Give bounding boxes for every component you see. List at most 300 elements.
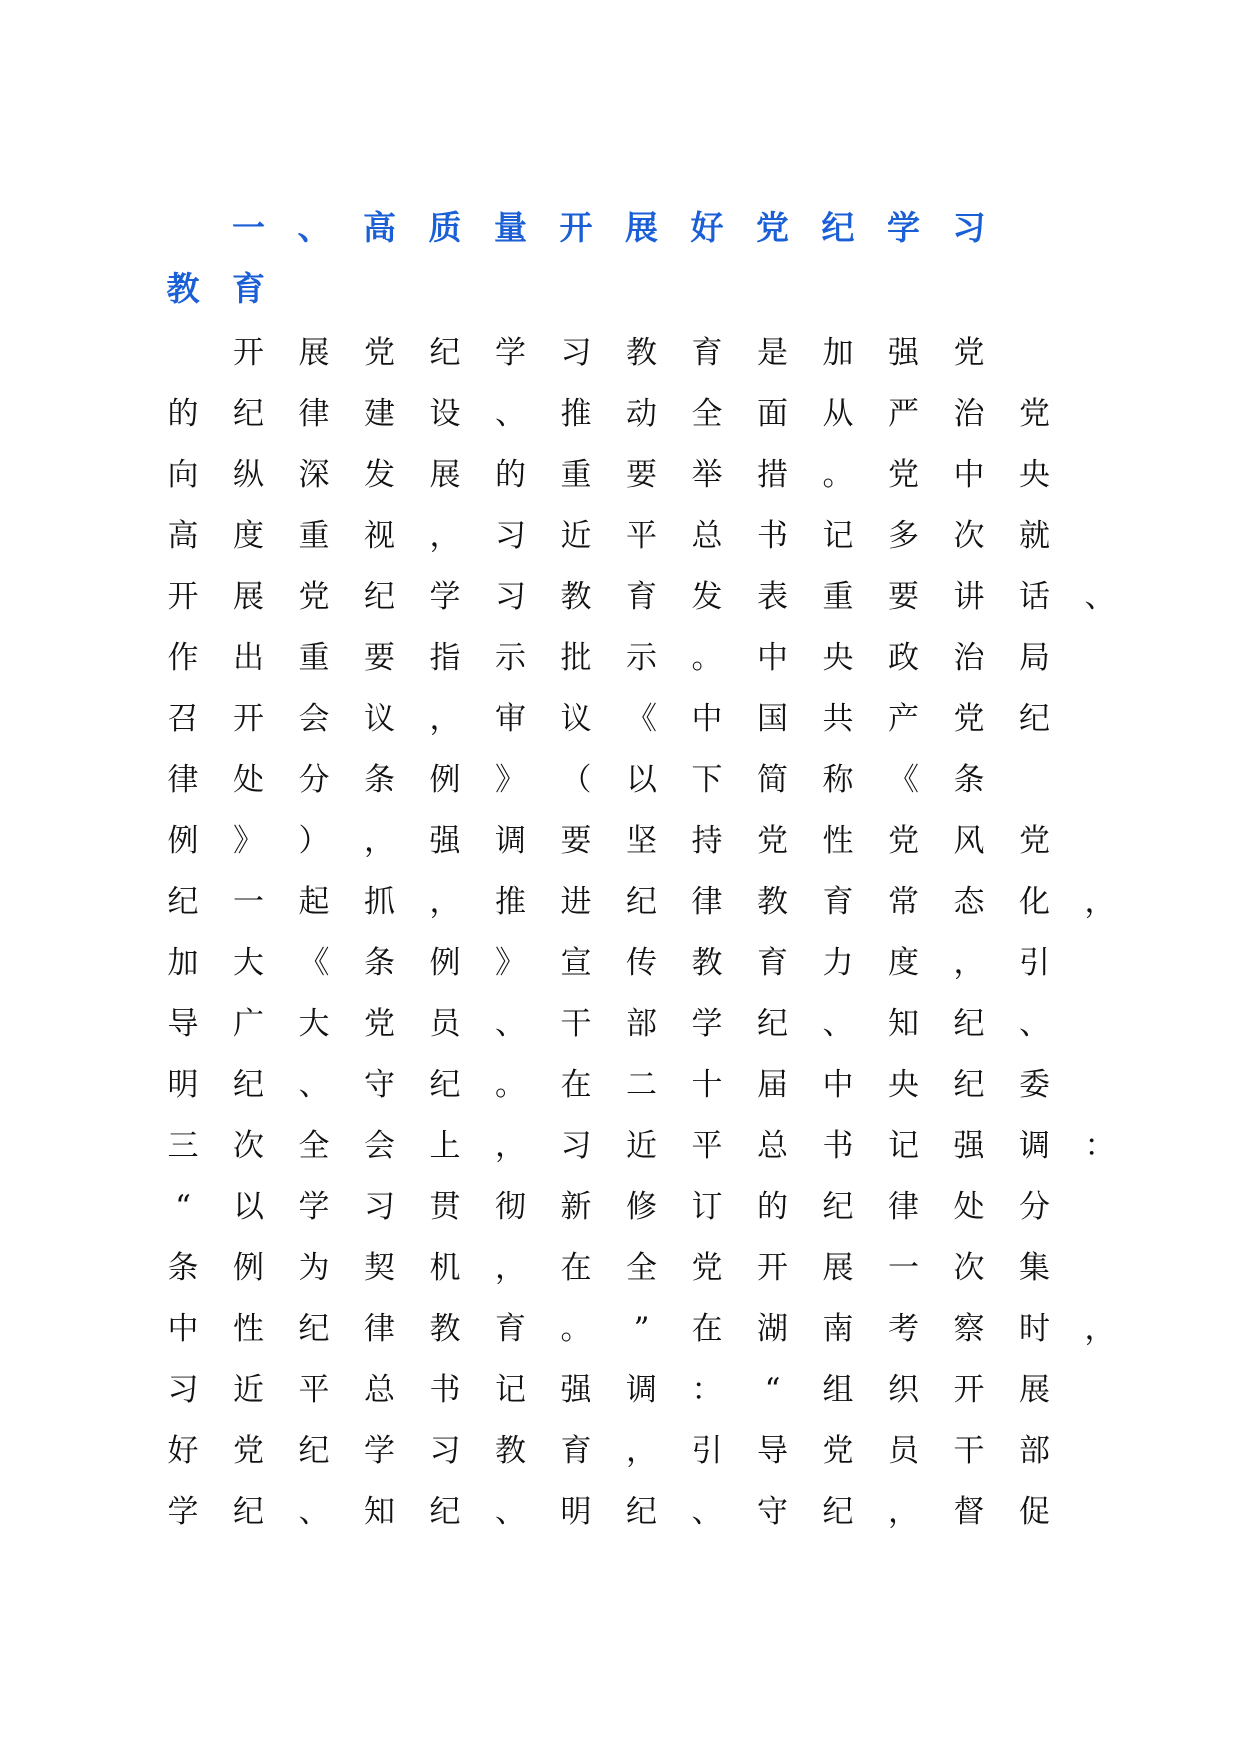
text-glyph: 度 (888, 945, 919, 981)
text-glyph: 、 (297, 208, 331, 247)
text-glyph: 平 (298, 1372, 330, 1408)
text-glyph: 总 (757, 1128, 788, 1164)
text-glyph: ， (888, 1494, 919, 1530)
text-glyph: 党 (953, 701, 985, 737)
text-glyph: 治 (953, 396, 985, 432)
text-glyph: 教 (429, 1311, 461, 1347)
text-glyph: 纪 (429, 335, 461, 371)
text-glyph: 讲 (953, 579, 985, 615)
text-glyph: ） (298, 823, 330, 859)
text-glyph: 是 (757, 335, 788, 371)
text-glyph: 教 (166, 269, 200, 308)
text-glyph: ， (429, 518, 461, 554)
text-glyph: 示 (626, 640, 657, 676)
text-glyph: 产 (888, 701, 919, 737)
text-glyph: 量 (494, 208, 527, 247)
text-glyph: 学 (429, 579, 461, 615)
text-glyph: 中 (953, 457, 985, 493)
text-glyph: 要 (626, 457, 657, 493)
text-glyph: 次 (953, 1250, 985, 1286)
text-glyph: 传 (626, 945, 657, 981)
text-glyph: 纪 (626, 1494, 657, 1530)
text-glyph: 度 (233, 518, 264, 554)
text-glyph: 强 (429, 823, 461, 859)
text-glyph: “ (764, 1372, 781, 1408)
text-glyph: 纪 (822, 1189, 854, 1225)
paragraph-line (168, 516, 1108, 577)
paragraph-line (168, 394, 1108, 455)
text-glyph: “ (175, 1189, 191, 1225)
text-glyph: 近 (626, 1128, 657, 1164)
text-glyph: 。 (495, 1067, 526, 1103)
text-glyph: 起 (298, 884, 330, 920)
text-glyph: 纪 (626, 884, 657, 920)
heading-line-1 (168, 208, 1108, 269)
text-glyph: 党 (822, 1433, 854, 1469)
text-glyph: 十 (691, 1067, 723, 1103)
text-glyph: 纪 (953, 1067, 985, 1103)
text-glyph: ， (495, 1128, 526, 1164)
text-glyph: 性 (233, 1311, 264, 1347)
text-glyph: 契 (364, 1250, 395, 1286)
text-glyph: 要 (888, 579, 919, 615)
text-glyph: 的 (757, 1189, 788, 1225)
text-glyph: 习 (167, 1372, 199, 1408)
paragraph-line (168, 821, 1108, 882)
text-glyph: 学 (691, 1006, 723, 1042)
text-glyph: 员 (888, 1433, 919, 1469)
text-glyph: 上 (429, 1128, 461, 1164)
text-glyph: 纪 (822, 1494, 854, 1530)
text-glyph: 好 (690, 208, 724, 247)
text-glyph: 学 (167, 1494, 199, 1530)
text-glyph: 党 (756, 208, 789, 247)
text-glyph: ， (626, 1433, 657, 1469)
text-glyph: 开 (953, 1372, 985, 1408)
text-glyph: 、 (495, 1494, 526, 1530)
text-glyph: ， (429, 884, 461, 920)
text-glyph: 例 (233, 1250, 264, 1286)
text-glyph: 教 (560, 579, 592, 615)
section-heading (168, 208, 1108, 330)
text-glyph: 推 (495, 884, 526, 920)
text-glyph: 深 (298, 457, 330, 493)
text-glyph: 明 (560, 1494, 592, 1530)
text-glyph: 建 (364, 396, 395, 432)
text-glyph: 发 (691, 579, 723, 615)
text-glyph: 展 (298, 335, 330, 371)
text-glyph: 湖 (757, 1311, 788, 1347)
text-glyph: 新 (560, 1189, 592, 1225)
text-glyph: 会 (364, 1128, 395, 1164)
text-glyph: 中 (691, 701, 723, 737)
text-glyph: 调 (495, 823, 526, 859)
text-glyph: 知 (364, 1494, 395, 1530)
text-glyph: 展 (1019, 1372, 1050, 1408)
text-glyph: 抓 (364, 884, 395, 920)
text-glyph: 机 (429, 1250, 461, 1286)
text-glyph: 设 (429, 396, 461, 432)
text-glyph: 政 (888, 640, 919, 676)
text-glyph: 条 (167, 1250, 199, 1286)
text-glyph: 党 (888, 823, 919, 859)
text-glyph: 总 (691, 518, 723, 554)
text-glyph: 一 (232, 208, 265, 247)
text-glyph: 开 (233, 335, 264, 371)
text-glyph: 近 (560, 518, 592, 554)
text-glyph: 教 (691, 945, 723, 981)
text-glyph: 要 (560, 823, 592, 859)
text-glyph: 育 (626, 579, 657, 615)
text-glyph: 二 (626, 1067, 657, 1103)
text-glyph: 学 (887, 208, 920, 247)
text-glyph: 次 (953, 518, 985, 554)
text-glyph: 的 (495, 457, 526, 493)
text-glyph: 推 (560, 396, 592, 432)
text-glyph: 党 (364, 1006, 395, 1042)
text-glyph: 展 (822, 1250, 854, 1286)
text-glyph: 中 (757, 640, 788, 676)
text-glyph: 强 (953, 1128, 985, 1164)
text-glyph: 习 (495, 579, 526, 615)
text-glyph: 坚 (626, 823, 657, 859)
text-glyph: 《 (626, 701, 657, 737)
text-glyph: 》 (495, 762, 526, 798)
text-glyph: 、 (691, 1494, 723, 1530)
paragraph-line (167, 577, 1116, 638)
text-glyph: 严 (888, 396, 919, 432)
text-glyph: 《 (298, 945, 330, 981)
text-glyph: 党 (691, 1250, 723, 1286)
text-glyph: 育 (757, 945, 788, 981)
text-glyph: 表 (757, 579, 788, 615)
text-glyph: 习 (560, 1128, 592, 1164)
paragraph-line (167, 1126, 1116, 1187)
text-glyph: 为 (298, 1250, 330, 1286)
paragraph-line (168, 455, 1108, 516)
text-glyph: 作 (167, 640, 199, 676)
text-glyph: 纪 (233, 1494, 264, 1530)
text-glyph: 话 (1019, 579, 1050, 615)
text-glyph: 习 (364, 1189, 395, 1225)
text-glyph: 纪 (233, 396, 264, 432)
paragraph-line (168, 638, 1108, 699)
body-paragraph (167, 333, 1116, 1553)
text-glyph: 纪 (429, 1067, 461, 1103)
paragraph-line (168, 1431, 1108, 1492)
text-glyph: 、 (1019, 1006, 1050, 1042)
text-glyph: 局 (1019, 640, 1050, 676)
text-glyph: 部 (1019, 1433, 1050, 1469)
text-glyph: 风 (953, 823, 985, 859)
text-glyph: 进 (560, 884, 592, 920)
text-glyph: 指 (429, 640, 461, 676)
text-glyph: 纪 (167, 884, 199, 920)
text-glyph: 南 (822, 1311, 854, 1347)
text-glyph: 导 (757, 1433, 788, 1469)
text-glyph: 全 (691, 396, 723, 432)
text-glyph: 督 (953, 1494, 985, 1530)
text-glyph: 例 (429, 945, 461, 981)
text-glyph: 考 (888, 1311, 919, 1347)
text-glyph: 条 (953, 762, 985, 798)
text-glyph: 央 (822, 640, 854, 676)
text-glyph: 化 (1019, 884, 1050, 920)
text-glyph: 教 (757, 884, 788, 920)
text-glyph: 议 (560, 701, 592, 737)
text-glyph: ， (1084, 884, 1116, 920)
text-glyph: 记 (822, 518, 854, 554)
text-glyph: 律 (364, 1311, 395, 1347)
text-glyph: 、 (298, 1067, 330, 1103)
text-glyph: 央 (1019, 457, 1050, 493)
text-glyph: 彻 (495, 1189, 526, 1225)
text-glyph: 要 (364, 640, 395, 676)
text-glyph: 出 (233, 640, 264, 676)
heading-line-2 (168, 269, 1108, 330)
text-glyph: 措 (757, 457, 788, 493)
paragraph-line (168, 943, 1108, 1004)
text-glyph: ， (1084, 1311, 1116, 1347)
text-glyph: ： (1084, 1128, 1116, 1164)
text-glyph: 党 (1019, 823, 1050, 859)
text-glyph: 分 (1019, 1189, 1050, 1225)
text-glyph: 加 (167, 945, 199, 981)
text-glyph: 在 (560, 1250, 592, 1286)
text-glyph: 称 (822, 762, 854, 798)
text-glyph: 力 (822, 945, 854, 981)
paragraph-line (168, 1065, 1108, 1126)
text-glyph: 《 (888, 762, 919, 798)
text-glyph: 部 (626, 1006, 657, 1042)
text-glyph: 律 (888, 1189, 919, 1225)
text-glyph: 展 (429, 457, 461, 493)
text-glyph: 党 (1019, 396, 1050, 432)
text-glyph: 教 (626, 335, 657, 371)
text-glyph: 、 (495, 396, 526, 432)
text-glyph: 习 (952, 208, 986, 247)
text-glyph: 例 (429, 762, 461, 798)
text-glyph: 审 (495, 701, 526, 737)
text-glyph: 面 (757, 396, 788, 432)
text-glyph: 简 (757, 762, 788, 798)
text-glyph: 引 (691, 1433, 723, 1469)
text-glyph: 大 (298, 1006, 330, 1042)
text-glyph: 中 (822, 1067, 854, 1103)
text-glyph: 习 (560, 335, 592, 371)
text-glyph: 三 (167, 1128, 199, 1164)
text-glyph: 、 (1084, 579, 1116, 615)
text-glyph: ， (429, 701, 461, 737)
text-glyph: 纪 (233, 1067, 264, 1103)
text-glyph: 纪 (429, 1494, 461, 1530)
text-glyph: 近 (233, 1372, 264, 1408)
text-glyph: 促 (1019, 1494, 1050, 1530)
text-glyph: 纵 (233, 457, 264, 493)
text-glyph: 的 (167, 396, 199, 432)
text-glyph: 就 (1019, 518, 1050, 554)
text-glyph: 一 (888, 1250, 919, 1286)
text-glyph: 以 (626, 762, 657, 798)
text-glyph: 纪 (298, 1311, 330, 1347)
text-glyph: 从 (822, 396, 854, 432)
text-glyph: 委 (1019, 1067, 1050, 1103)
text-glyph: 央 (888, 1067, 919, 1103)
text-glyph: 修 (626, 1189, 657, 1225)
text-glyph: 员 (429, 1006, 461, 1042)
text-glyph: 条 (364, 945, 395, 981)
text-glyph: 学 (298, 1189, 330, 1225)
text-glyph: ， (495, 1250, 526, 1286)
text-glyph: 干 (953, 1433, 985, 1469)
text-glyph: 条 (364, 762, 395, 798)
text-glyph: 守 (757, 1494, 788, 1530)
text-glyph: 党 (888, 457, 919, 493)
text-glyph: 次 (233, 1128, 264, 1164)
paragraph-line (168, 1248, 1108, 1309)
text-glyph: 全 (626, 1250, 657, 1286)
text-glyph: 纪 (1019, 701, 1050, 737)
text-glyph: 党 (757, 823, 788, 859)
paragraph-line (168, 1492, 1108, 1553)
text-glyph: 以 (233, 1189, 264, 1225)
text-glyph: 召 (167, 701, 199, 737)
text-glyph: 。 (560, 1311, 592, 1347)
text-glyph: 纪 (757, 1006, 788, 1042)
text-glyph: 视 (364, 518, 395, 554)
text-glyph: 调 (1019, 1128, 1050, 1164)
text-glyph: 高 (167, 518, 199, 554)
text-glyph: 、 (495, 1006, 526, 1042)
text-glyph: 展 (625, 208, 658, 247)
text-glyph: 质 (428, 208, 462, 247)
text-glyph: 处 (953, 1189, 985, 1225)
text-glyph: 纪 (364, 579, 395, 615)
text-glyph: ： (691, 1372, 723, 1408)
text-glyph: 重 (298, 640, 330, 676)
text-glyph: 律 (691, 884, 723, 920)
text-glyph: 好 (167, 1433, 199, 1469)
text-glyph: 育 (495, 1311, 526, 1347)
text-glyph: 持 (691, 823, 723, 859)
text-glyph: 调 (626, 1372, 657, 1408)
text-glyph: 下 (691, 762, 723, 798)
text-glyph: 》 (495, 945, 526, 981)
text-glyph: （ (560, 762, 592, 798)
paragraph-line (167, 882, 1116, 943)
text-glyph: 织 (888, 1372, 919, 1408)
text-glyph: 在 (691, 1311, 723, 1347)
text-glyph: 学 (495, 335, 526, 371)
text-glyph: 处 (233, 762, 264, 798)
paragraph-line (167, 1309, 1116, 1370)
text-glyph: 开 (559, 208, 593, 247)
text-glyph: 议 (364, 701, 395, 737)
text-glyph: 育 (691, 335, 723, 371)
text-glyph: 广 (233, 1006, 264, 1042)
text-glyph: 开 (233, 701, 264, 737)
text-glyph: 加 (822, 335, 854, 371)
text-glyph: 开 (757, 1250, 788, 1286)
text-glyph: 批 (560, 640, 592, 676)
text-glyph: 届 (757, 1067, 788, 1103)
text-glyph: 开 (167, 579, 199, 615)
text-glyph: 育 (560, 1433, 592, 1469)
paragraph-line (168, 760, 1108, 821)
text-glyph: 常 (888, 884, 919, 920)
text-glyph: 守 (364, 1067, 395, 1103)
text-glyph: 态 (953, 884, 985, 920)
text-glyph: 党 (233, 1433, 264, 1469)
text-glyph: 大 (233, 945, 264, 981)
text-glyph: 强 (888, 335, 919, 371)
text-glyph: 平 (626, 518, 657, 554)
text-glyph: 习 (495, 518, 526, 554)
text-glyph: ， (364, 823, 395, 859)
text-glyph: 一 (233, 884, 264, 920)
text-glyph: 强 (560, 1372, 592, 1408)
text-glyph: 党 (298, 579, 330, 615)
text-glyph: 教 (495, 1433, 526, 1469)
text-glyph: 会 (298, 701, 330, 737)
paragraph-line (168, 699, 1108, 760)
text-glyph: 在 (560, 1067, 592, 1103)
text-glyph: 纪 (821, 208, 855, 247)
text-glyph: 向 (167, 457, 199, 493)
text-glyph: 集 (1019, 1250, 1050, 1286)
paragraph-line (168, 1370, 1108, 1431)
text-glyph: 纪 (298, 1433, 330, 1469)
paragraph-line (168, 1004, 1108, 1065)
text-glyph: 例 (167, 823, 199, 859)
text-glyph: 知 (888, 1006, 919, 1042)
text-glyph: 多 (888, 518, 919, 554)
text-glyph: 示 (495, 640, 526, 676)
text-glyph: 察 (953, 1311, 985, 1347)
text-glyph: 组 (822, 1372, 854, 1408)
text-glyph: 分 (298, 762, 330, 798)
text-glyph: 纪 (953, 1006, 985, 1042)
text-glyph: 党 (953, 335, 985, 371)
text-glyph: 。 (691, 640, 723, 676)
text-glyph: 重 (298, 518, 330, 554)
text-glyph: 订 (691, 1189, 723, 1225)
paragraph-line (168, 1187, 1108, 1248)
text-glyph: 。 (822, 457, 854, 493)
text-glyph: 举 (691, 457, 723, 493)
text-glyph: 、 (822, 1006, 854, 1042)
text-glyph: 中 (167, 1311, 199, 1347)
text-glyph: 性 (822, 823, 854, 859)
text-glyph: 展 (233, 579, 264, 615)
text-glyph: 学 (364, 1433, 395, 1469)
text-glyph: 律 (167, 762, 199, 798)
text-glyph: 贯 (429, 1189, 461, 1225)
text-glyph: 记 (495, 1372, 526, 1408)
text-glyph: 干 (560, 1006, 592, 1042)
text-glyph: 重 (560, 457, 592, 493)
text-glyph: 、 (298, 1494, 330, 1530)
text-glyph: 导 (167, 1006, 199, 1042)
text-glyph: ， (953, 945, 985, 981)
text-glyph: 动 (626, 396, 657, 432)
text-glyph: 明 (167, 1067, 199, 1103)
text-glyph: 引 (1019, 945, 1050, 981)
text-glyph: 育 (822, 884, 854, 920)
text-glyph: 重 (822, 579, 854, 615)
text-glyph: 平 (691, 1128, 723, 1164)
text-glyph: 高 (363, 208, 396, 247)
